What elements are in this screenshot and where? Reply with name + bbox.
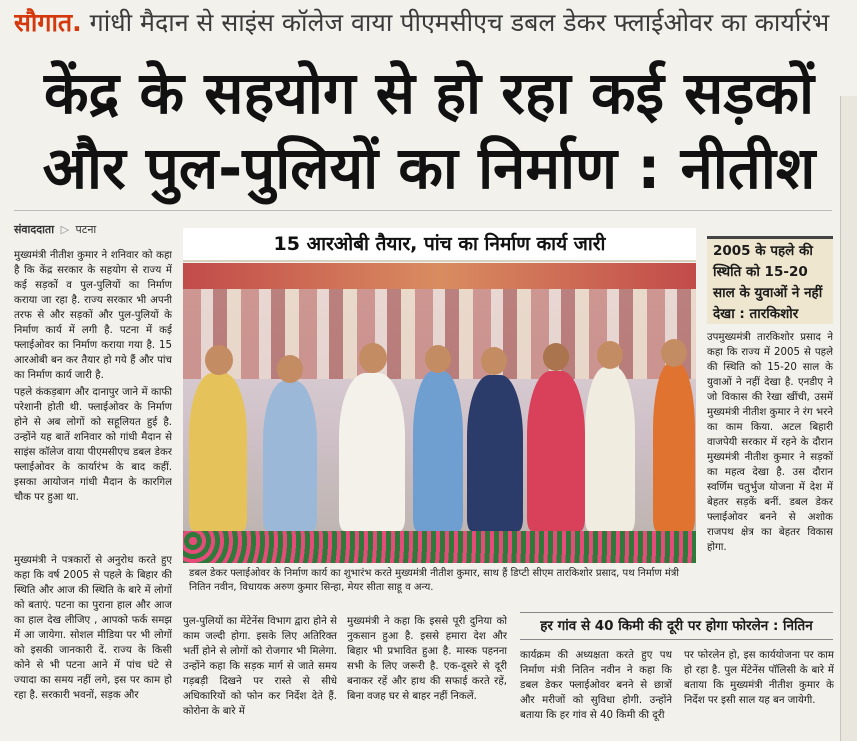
paragraph: पहले कंकड़बाग और दानापुर जाने में काफी परेशानी होती थी. फ्लाईओवर के निर्माण होने से अब लोगों को सहूलियत हुई है. उन्होंने यह बातें शनिवार को गांधी मैदान से साइंस कॉलेज वाया पीएमसीएच डबल डेकर फ्लाईओवर के कार्यारंभ के बाद कहीं. इसका आयोजन गांधी मैदान के कारगिल चौक पर हुआ था. bbox=[14, 387, 172, 503]
event-photo bbox=[183, 263, 696, 563]
paragraph: मुख्यमंत्री नीतीश कुमार ने शनिवार को कहा है कि केंद्र सरकार के सहयोग से राज्य में कई सड़कों व पुल-पुलियों का निर्माण कराया जा रहा है. राज्य सरकार भी अपनी तरफ से और सड़कों और पुल-पुलियों के निर्माण कार्य में लगी है. पटना में कई फ्लाईओवर का निर्माण कराया गया है. 15 आरओबी बन कर तैयार हो गये हैं और पांच का निर्माण कार्य जारी है. bbox=[14, 250, 172, 381]
person-figure bbox=[467, 375, 523, 531]
kicker-text: गांधी मैदान से साइंस कॉलेज वाया पीएमसीएच डबल डेकर फ्लाईओवर का कार्यारंभ bbox=[89, 8, 830, 37]
person-figure bbox=[339, 373, 405, 531]
sidebar-body: उपमुख्यमंत्री तारकिशोर प्रसाद ने कहा कि राज्य में 2005 से पहले की स्थिति को 15-20 साल के युवाओं ने नहीं देखा है. एनडीए ने जो विकास की रेखा खींची, उसमें मुख्यमंत्री नीतीश कुमार ने रंग भरने का काम किया. अटल बिहारी वाजपेयी सरकार में रहने के दौरान मुख्यमंत्री नीतीश कुमार ने सड़कों का महत्व देखा है. उस दौरान स्वर्णिम चतुर्भुज योजना में देश में बेहतर सड़कें बनीं. डबल डेकर फ्लाईओवर बनने से अशोक राजपथ क्षेत्र का बेहतर विकास होगा. bbox=[707, 332, 833, 553]
person-figure bbox=[585, 367, 635, 531]
person-head bbox=[597, 341, 623, 369]
person-head bbox=[661, 339, 687, 367]
byline-place: पटना bbox=[75, 223, 97, 236]
person-head bbox=[205, 345, 233, 375]
headline-line-2: और पुल-पुलियों का निर्माण : नीतीश bbox=[42, 134, 816, 202]
body-column-2: पुल-पुलियों का मेंटेनेंस विभाग द्वारा होने से काम जल्दी होगा. इसके लिए अतिरिक्त भर्ती होने से लोगों को रोजगार भी मिलेगा. उन्होंने कहा कि सड़क मार्ग से जाते समय गड़बड़ी दिखने पर रास्ते से सीधे अधिकारियों को फोन कर निर्देश देते हैं. कोरोना के बारे में bbox=[183, 616, 337, 717]
story2-column-1: कार्यक्रम की अध्यक्षता करते हुए पथ निर्माण मंत्री नितिन नवीन ने कहा कि डबल डेकर फ्लाईओवर बनने से छात्रों और मरीजों को सुविधा होगी. उन्होंने बताया कि हर गांव से 40 किमी की दूरी bbox=[520, 650, 672, 721]
adjacent-page-edge bbox=[840, 96, 857, 741]
photo-title: 15 आरओबी तैयार, पांच का निर्माण कार्य जारी bbox=[183, 228, 696, 262]
body-column-3: मुख्यमंत्री ने कहा कि इससे पूरी दुनिया को नुकसान हुआ है. इससे हमारा देश और बिहार भी प्रभावित हुआ है. मास्क पहनना सभी के लिए जरूरी है. एक-दूसरे से दूरी बनाकर रहें और हाथ की सफाई करते रहें, बिना वजह घर से बाहर नहीं निकलें. bbox=[347, 616, 507, 702]
byline bbox=[14, 222, 174, 237]
play-arrow-icon: ▷ bbox=[60, 223, 70, 236]
kicker-tag: सौगात. bbox=[14, 8, 82, 37]
kicker-line bbox=[14, 6, 844, 40]
person-figure bbox=[653, 363, 695, 531]
paragraph: मुख्यमंत्री ने पत्रकारों से अनुरोध करते हुए कहा कि वर्ष 2005 से पहले के बिहार की स्थिति और आज की स्थिति के बारे में लोगों को बताएं. पटना का पुराना हाल और आज का हाल देख लीजिए , आपको फर्क समझ में आ जायेगा. सोशल मीडिया पर भी लोगों को इसकी जानकारी दें. राज्य के किसी कोने से भी पटना आने में पांच घंटे से ज्यादा का समय नहीं लगे, इस पर काम हो रहा है. सरकारी भवनों, सड़क और bbox=[14, 555, 172, 701]
divider bbox=[14, 210, 832, 211]
body-column-1 bbox=[14, 248, 172, 543]
story2-heading: हर गांव से 40 किमी की दूरी पर होगा फोरलेन : नितिन bbox=[520, 612, 833, 640]
stage-banner bbox=[183, 263, 696, 289]
headline-line-1: केंद्र के सहयोग से हो रहा कई सड़कों bbox=[44, 59, 814, 127]
person-figure bbox=[527, 371, 585, 531]
person-head bbox=[481, 347, 507, 375]
person-figure bbox=[263, 381, 317, 531]
person-head bbox=[359, 343, 387, 373]
person-head bbox=[543, 343, 569, 371]
main-headline bbox=[14, 56, 844, 206]
flower-decoration bbox=[183, 531, 696, 563]
person-head bbox=[277, 355, 303, 383]
sidebar-heading: 2005 के पहले की स्थिति को 15-20 साल के युवाओं ने नहीं देखा : तारकिशोर bbox=[707, 236, 833, 324]
story2-column-2: पर फोरलेन हो, इस कार्ययोजना पर काम हो रहा है. पुल मेंटेनेंस पॉलिसी के बारे में बताया कि मुख्यमंत्री नीतीश कुमार के निर्देश पर इसी साल यह बन जायेगी. bbox=[684, 650, 834, 706]
photo-caption: डबल डेकर फ्लाईओवर के निर्माण कार्य का शुभारंभ करते मुख्यमंत्री नीतीश कुमार, साथ हैं डिप्टी सीएम तारकिशोर प्रसाद, पथ निर्माण मंत्री नितिन नवीन, विधायक अरुण कुमार सिन्हा, मेयर सीता साहू व अन्य. bbox=[189, 568, 679, 593]
body-column-1-continued bbox=[14, 553, 172, 739]
person-figure bbox=[189, 373, 247, 531]
byline-label: संवाददाता bbox=[14, 223, 55, 236]
person-figure bbox=[413, 371, 463, 531]
person-head bbox=[425, 345, 451, 373]
